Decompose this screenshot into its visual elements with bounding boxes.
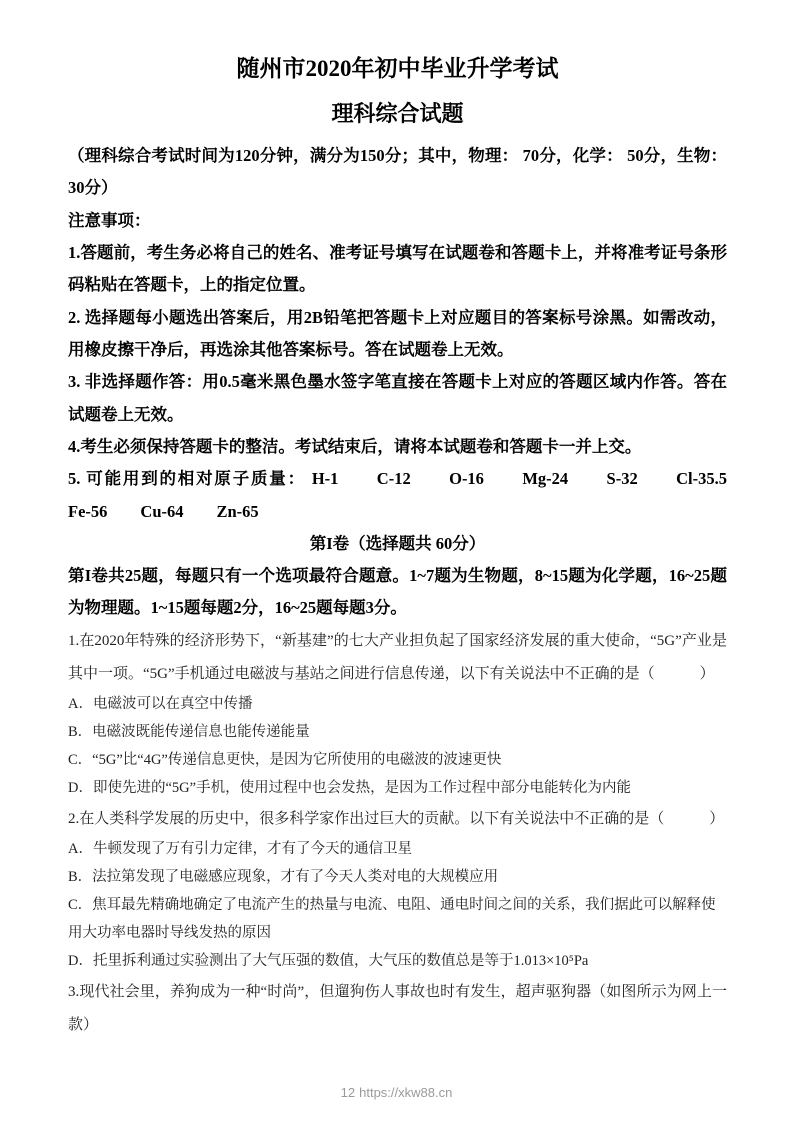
- section-1-title: 第I卷（选择题共 60分）: [309, 533, 486, 553]
- question-1-option-c: C．“5G”比“4G”传递信息更快，是因为它所使用的电磁波的波速更快: [68, 751, 502, 768]
- question-2-stem: 2.在人类科学发展的历史中，很多科学家作出过巨大的贡献。以下有关说法中不正确的是（ ）: [68, 810, 725, 827]
- note-item-5-atomic-masses: 5. 可能用到的相对原子质量： H-1 C-12 O-16 Mg-24 S-32 Cl-35.5 Fe-56 Cu-64 Zn-65: [68, 469, 760, 521]
- page-number: 12: [340, 1085, 356, 1100]
- footer-url: https://xkw88.cn: [359, 1085, 453, 1100]
- exam-duration-info: （理科综合考试时间为120分钟，满分为150分；其中，物理： 70分，化学： 50分，生物：30分）: [68, 145, 728, 198]
- question-1-stem: 1.在2020年特殊的经济形势下，“新基建”的七大产业担负起了国家经济发展的重大使命，“5G”产业是其中一项。“5G”手机通过电磁波与基站之间进行信息传递，以下有关说法中不正确的是（ ）: [68, 632, 727, 682]
- note-item-3: 3. 非选择题作答：用0.5毫米黑色墨水签字笔直接在答题卡上对应的答题区域内作答。答在试题卷上无效。: [68, 372, 727, 424]
- question-1: [68, 625, 727, 803]
- question-2-option-c: C．焦耳最先精确地确定了电流产生的热量与电流、电阻、通电时间之间的关系，我们据此可以解释使用大功率电器时导线发热的原因: [68, 896, 716, 941]
- question-2: [68, 803, 727, 976]
- section-1-intro: 第I卷共25题，每题只有一个选项最符合题意。1~7题为生物题，8~15题为化学题，16~25题为物理题。1~15题每题2分，16~25题每题3分。: [68, 566, 727, 618]
- page-footer: [0, 1085, 793, 1100]
- question-3-stem: 3.现代社会里，养狗成为一种“时尚”，但遛狗伤人事故也时有发生，超声驱狗器（如图所示为网上一款）: [68, 983, 727, 1033]
- question-1-option-d: D．即使先进的“5G”手机，使用过程中也会发热，是因为工作过程中部分电能转化为内能: [68, 779, 632, 796]
- question-1-option-a: A．电磁波可以在真空中传播: [68, 695, 253, 712]
- exam-subtitle: 理科综合试题: [331, 100, 464, 126]
- question-2-option-b: B．法拉第发现了电磁感应现象，才有了今天人类对电的大规模应用: [68, 868, 499, 885]
- note-item-4: 4.考生必须保持答题卡的整洁。考试结束后，请将本试题卷和答题卡一并上交。: [68, 436, 642, 456]
- exam-title: 随州市2020年初中毕业升学考试: [236, 56, 559, 81]
- question-2-option-d: D．托里拆利通过实验测出了大气压强的数值，大气压的数值总是等于1.013×10⁵Pa: [68, 952, 589, 969]
- question-2-option-a: A．牛顿发现了万有引力定律，才有了今天的通信卫星: [68, 840, 412, 857]
- note-item-1: 1.答题前，考生务必将自己的姓名、准考证号填写在试题卷和答题卡上，并将准考证号条形码粘贴在答题卡，上的指定位置。: [68, 242, 727, 295]
- notes-heading: 注意事项：: [68, 210, 151, 230]
- question-1-option-b: B．电磁波既能传递信息也能传递能量: [68, 723, 310, 740]
- note-item-2: 2. 选择题每小题选出答案后，用2B铅笔把答题卡上对应题目的答案标号涂黑。如需改动，用橡皮擦干净后，再选涂其他答案标号。答在试题卷上无效。: [68, 307, 727, 359]
- question-3: [68, 976, 727, 1042]
